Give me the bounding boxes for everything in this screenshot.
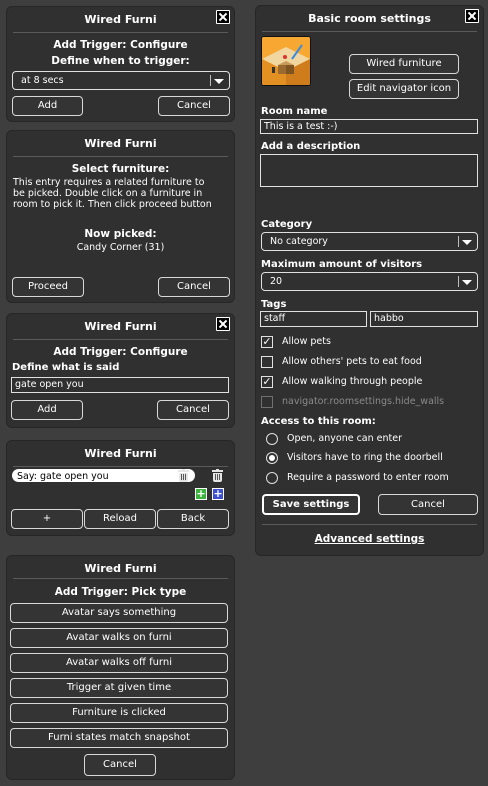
option-furni-clicked[interactable]: Furniture is clicked [10,703,228,723]
add-button[interactable]: Add [12,96,83,116]
panel-title: Wired Furni [84,13,157,26]
close-icon[interactable] [216,10,230,24]
close-icon[interactable] [465,9,479,23]
option-states-match[interactable]: Furni states match snapshot [10,728,228,748]
divider [13,339,228,340]
cancel-button[interactable]: Cancel [157,400,229,420]
tag-input-2[interactable]: habbo [370,311,478,327]
dropdown-arrow-icon [462,280,472,285]
option-avatar-says[interactable]: Avatar says something [10,603,228,623]
hide-walls-label: navigator.roomsettings.hide_walls [282,396,445,407]
description-line: be picked. Double click on a furniture in [13,188,203,199]
max-visitors-select[interactable] [261,272,478,291]
now-picked-label: Now picked: [84,228,157,240]
divider [13,578,228,579]
divider [13,156,228,157]
panel-title: Wired Furni [84,447,157,460]
wired-furni-list-panel [6,440,235,536]
cancel-button[interactable]: Cancel [378,494,478,515]
description-textarea[interactable] [260,154,478,187]
option-walks-on[interactable]: Avatar walks on furni [10,628,228,648]
max-visitors-label: Maximum amount of visitors [261,259,423,270]
divider [262,524,477,525]
said-label: Define what is said [12,362,120,373]
panel-heading: Add Trigger: Pick type [54,586,187,598]
picked-value: Candy Corner (31) [76,242,165,253]
access-doorbell-radio[interactable] [266,452,278,464]
allow-walk-through-checkbox[interactable] [261,376,273,388]
category-label: Category [261,219,313,230]
add-button[interactable]: Add [11,400,83,420]
dropdown-arrow-icon [462,240,472,245]
plus-icon[interactable]: + [196,487,206,500]
select-value: 20 [270,276,283,287]
said-input[interactable]: gate open you [11,377,229,393]
access-label: Access to this room: [261,416,376,427]
panel-heading: Add Trigger: Configure [53,346,188,358]
allow-walk-through-label: Allow walking through people [282,376,423,387]
reload-button[interactable]: Reload [84,509,156,529]
plus-icon[interactable]: + [213,487,223,500]
divider [458,236,459,247]
category-select[interactable] [261,232,478,251]
trigger-time-label: Define when to trigger: [51,55,190,67]
wired-furni-select-panel [6,130,235,303]
divider [458,276,459,287]
edit-navigator-icon-button[interactable]: Edit navigator icon [349,79,459,99]
room-name-input[interactable]: This is a test :-) [260,119,478,134]
hide-walls-checkbox [261,396,273,408]
room-settings-panel [255,5,484,556]
advanced-settings-link[interactable]: Advanced settings [314,533,425,545]
room-name-label: Room name [261,106,328,117]
divider [13,32,228,33]
access-open-label: Open, anyone can enter [287,433,403,444]
cancel-button[interactable]: Cancel [158,96,230,116]
tag-input-1[interactable]: staff [260,311,367,327]
panel-title: Basic room settings [308,12,431,25]
allow-pets-label: Allow pets [282,336,331,347]
select-value: at 8 secs [21,75,64,86]
description-line: This entry requires a related furniture to [13,177,205,188]
allow-pets-eat-label: Allow others' pets to eat food [282,356,422,367]
room-thumbnail [261,36,311,86]
option-given-time[interactable]: Trigger at given time [10,678,228,698]
cancel-button[interactable]: Cancel [84,754,156,776]
wired-furni-pick-type-panel [6,555,235,780]
allow-pets-eat-checkbox[interactable] [261,356,273,368]
trigger-time-select[interactable] [12,71,230,90]
proceed-button[interactable]: Proceed [12,277,84,297]
description-label: Add a description [261,141,361,152]
wired-furni-said-panel [6,313,235,428]
list-item-text: Say: gate open you [17,471,109,482]
select-value: No category [270,236,328,247]
allow-pets-checkbox[interactable] [261,336,273,348]
access-password-label: Require a password to enter room [287,472,449,483]
wired-furniture-button[interactable]: Wired furniture [349,54,459,74]
panel-heading: Add Trigger: Configure [53,39,188,51]
close-icon[interactable] [216,317,230,331]
access-doorbell-label: Visitors have to ring the doorbell [287,452,443,463]
option-walks-off[interactable]: Avatar walks off furni [10,653,228,673]
back-button[interactable]: Back [157,509,229,529]
save-settings-button[interactable]: Save settings [262,494,360,515]
checkmark-icon: ✓ [262,375,272,388]
dropdown-arrow-icon [214,79,224,84]
access-open-radio[interactable] [266,433,278,445]
cancel-button[interactable]: Cancel [158,277,230,297]
wired-furni-configure-time-panel [6,6,235,122]
tags-label: Tags [261,299,287,310]
panel-title: Wired Furni [84,320,157,333]
panel-title: Wired Furni [84,137,157,150]
description-line: room to pick it. Then click proceed button [13,199,212,210]
divider [262,31,477,32]
divider [210,75,211,86]
add-button[interactable]: + [11,509,83,529]
access-password-radio[interactable] [266,472,278,484]
panel-heading: Select furniture: [71,163,170,175]
divider [13,466,228,467]
room-preview-icon [262,37,310,85]
checkmark-icon: ✓ [262,335,272,348]
trash-icon[interactable] [178,469,189,482]
trash-icon[interactable] [212,469,223,482]
panel-title: Wired Furni [84,562,157,575]
